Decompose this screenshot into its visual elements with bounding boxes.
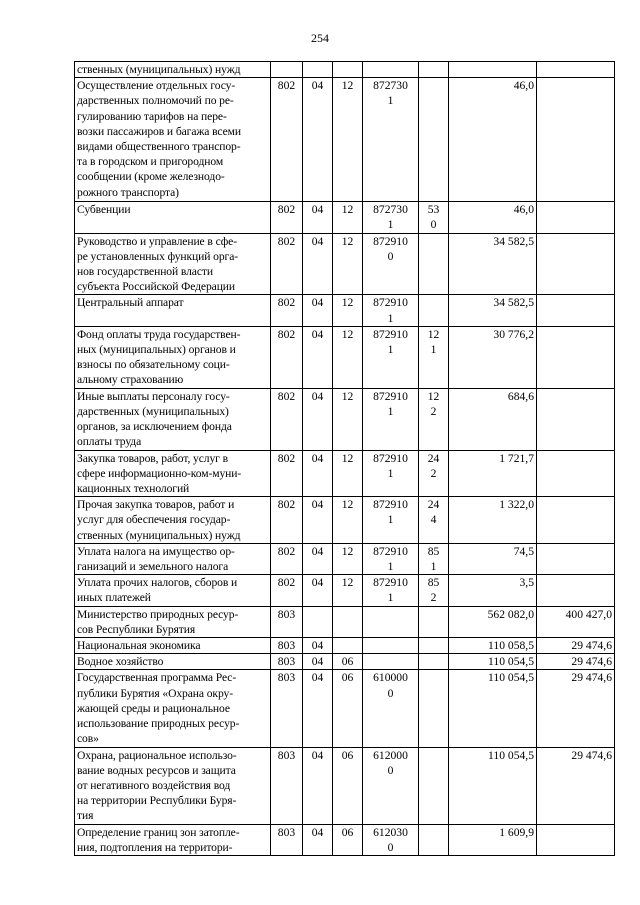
subsection-code-cell: 12 bbox=[333, 78, 363, 202]
target-article-code-cell: 872910 1 bbox=[363, 450, 419, 497]
subsection-code-cell bbox=[333, 62, 363, 78]
row-name-cell: ственных (муниципальных) нужд bbox=[75, 62, 271, 78]
ministry-code-cell: 802 bbox=[271, 295, 303, 326]
row-name-cell: Уплата прочих налогов, сборов и иных платежей bbox=[75, 575, 271, 606]
target-article-code-cell: 872910 1 bbox=[363, 575, 419, 606]
amount-cell: 110 054,5 bbox=[449, 747, 537, 824]
expense-type-code-cell bbox=[419, 747, 449, 824]
table-body bbox=[75, 62, 615, 856]
section-code-cell: 04 bbox=[303, 202, 333, 233]
page-number: 254 bbox=[311, 31, 329, 45]
subsection-code-cell: 12 bbox=[333, 202, 363, 233]
subsection-code-cell: 12 bbox=[333, 575, 363, 606]
table-row bbox=[75, 295, 615, 326]
target-article-code-cell: 872730 1 bbox=[363, 202, 419, 233]
section-code-cell: 04 bbox=[303, 388, 333, 450]
subsection-code-cell: 06 bbox=[333, 747, 363, 824]
row-name-cell: Определение границ зон затопле- ния, подтопления на территори- bbox=[75, 824, 271, 855]
section-code-cell: 04 bbox=[303, 233, 333, 295]
section-code-cell: 04 bbox=[303, 747, 333, 824]
subsection-code-cell: 12 bbox=[333, 543, 363, 574]
section-code-cell bbox=[303, 606, 333, 637]
target-article-code-cell bbox=[363, 606, 419, 637]
row-name-cell: Национальная экономика bbox=[75, 638, 271, 654]
expense-type-code-cell: 85 2 bbox=[419, 575, 449, 606]
expense-type-code-cell: 12 2 bbox=[419, 388, 449, 450]
row-name-cell: Закупка товаров, работ, услуг в сфере информационно-ком-муни- кационных технологий bbox=[75, 450, 271, 497]
table-row bbox=[75, 326, 615, 388]
row-name-cell: Министерство природных ресур- сов Республики Бурятия bbox=[75, 606, 271, 637]
expense-type-code-cell: 12 1 bbox=[419, 326, 449, 388]
subsection-code-cell: 12 bbox=[333, 497, 363, 544]
target-article-code-cell: 872910 1 bbox=[363, 497, 419, 544]
section-code-cell bbox=[303, 62, 333, 78]
section-code-cell: 04 bbox=[303, 824, 333, 855]
table-row bbox=[75, 78, 615, 202]
target-article-code-cell: 612030 0 bbox=[363, 824, 419, 855]
target-article-code-cell: 872910 1 bbox=[363, 326, 419, 388]
target-article-code-cell: 872910 1 bbox=[363, 388, 419, 450]
table-row bbox=[75, 575, 615, 606]
subvention-amount-cell bbox=[537, 543, 615, 574]
amount-cell: 1 721,7 bbox=[449, 450, 537, 497]
expense-type-code-cell bbox=[419, 638, 449, 654]
target-article-code-cell: 872910 0 bbox=[363, 233, 419, 295]
expense-type-code-cell: 53 0 bbox=[419, 202, 449, 233]
subvention-amount-cell: 29 474,6 bbox=[537, 654, 615, 670]
subvention-amount-cell: 29 474,6 bbox=[537, 638, 615, 654]
subvention-amount-cell: 29 474,6 bbox=[537, 670, 615, 747]
row-name-cell: Уплата налога на имущество ор- ганизаций и земельного налога bbox=[75, 543, 271, 574]
expense-type-code-cell: 24 4 bbox=[419, 497, 449, 544]
subsection-code-cell: 12 bbox=[333, 450, 363, 497]
amount-cell: 562 082,0 bbox=[449, 606, 537, 637]
amount-cell: 34 582,5 bbox=[449, 233, 537, 295]
target-article-code-cell bbox=[363, 654, 419, 670]
subvention-amount-cell bbox=[537, 326, 615, 388]
amount-cell: 1 609,9 bbox=[449, 824, 537, 855]
expense-type-code-cell bbox=[419, 654, 449, 670]
target-article-code-cell: 610000 0 bbox=[363, 670, 419, 747]
table-row bbox=[75, 233, 615, 295]
expense-type-code-cell: 24 2 bbox=[419, 450, 449, 497]
target-article-code-cell: 872910 1 bbox=[363, 295, 419, 326]
subvention-amount-cell bbox=[537, 78, 615, 202]
amount-cell: 1 322,0 bbox=[449, 497, 537, 544]
ministry-code-cell: 803 bbox=[271, 654, 303, 670]
amount-cell: 46,0 bbox=[449, 78, 537, 202]
section-code-cell: 04 bbox=[303, 638, 333, 654]
amount-cell: 110 054,5 bbox=[449, 670, 537, 747]
row-name-cell: Субвенции bbox=[75, 202, 271, 233]
subvention-amount-cell bbox=[537, 575, 615, 606]
table-row bbox=[75, 202, 615, 233]
ministry-code-cell: 802 bbox=[271, 497, 303, 544]
row-name-cell: Охрана, рациональное использо- вание водных ресурсов и защита от негативного воздействия вод на территории Республики Буря- тия bbox=[75, 747, 271, 824]
table-row bbox=[75, 747, 615, 824]
expense-type-code-cell bbox=[419, 78, 449, 202]
subvention-amount-cell bbox=[537, 450, 615, 497]
section-code-cell: 04 bbox=[303, 326, 333, 388]
subvention-amount-cell bbox=[537, 62, 615, 78]
ministry-code-cell: 803 bbox=[271, 670, 303, 747]
subsection-code-cell bbox=[333, 638, 363, 654]
subvention-amount-cell bbox=[537, 824, 615, 855]
section-code-cell: 04 bbox=[303, 497, 333, 544]
section-code-cell: 04 bbox=[303, 543, 333, 574]
row-name-cell: Руководство и управление в сфе- ре установленных функций орга- нов государственной власти субъекта Российской Федерации bbox=[75, 233, 271, 295]
table-row bbox=[75, 638, 615, 654]
row-name-cell: Осуществление отдельных госу- дарственных полномочий по ре- гулированию тарифов на пере- возки пассажиров и багажа всеми видами общественного транспор- та в городском и пригородном сообщении (кроме железнодо- рожного транспорта) bbox=[75, 78, 271, 202]
subsection-code-cell: 06 bbox=[333, 670, 363, 747]
expense-type-code-cell bbox=[419, 295, 449, 326]
ministry-code-cell: 802 bbox=[271, 326, 303, 388]
subvention-amount-cell bbox=[537, 233, 615, 295]
subvention-amount-cell bbox=[537, 388, 615, 450]
ministry-code-cell: 802 bbox=[271, 450, 303, 497]
target-article-code-cell bbox=[363, 638, 419, 654]
expense-type-code-cell bbox=[419, 62, 449, 78]
expense-type-code-cell bbox=[419, 824, 449, 855]
amount-cell: 110 058,5 bbox=[449, 638, 537, 654]
expense-type-code-cell bbox=[419, 233, 449, 295]
expense-type-code-cell bbox=[419, 606, 449, 637]
ministry-code-cell: 803 bbox=[271, 638, 303, 654]
target-article-code-cell: 612000 0 bbox=[363, 747, 419, 824]
amount-cell: 110 054,5 bbox=[449, 654, 537, 670]
table-row bbox=[75, 670, 615, 747]
subsection-code-cell: 12 bbox=[333, 388, 363, 450]
row-name-cell: Фонд оплаты труда государствен- ных (муниципальных) органов и взносы по обязательному соци- альному страхованию bbox=[75, 326, 271, 388]
target-article-code-cell bbox=[363, 62, 419, 78]
subvention-amount-cell: 29 474,6 bbox=[537, 747, 615, 824]
subsection-code-cell bbox=[333, 606, 363, 637]
amount-cell: 684,6 bbox=[449, 388, 537, 450]
subsection-code-cell: 12 bbox=[333, 233, 363, 295]
budget-table bbox=[74, 61, 615, 856]
ministry-code-cell: 802 bbox=[271, 78, 303, 202]
table-row bbox=[75, 497, 615, 544]
subsection-code-cell: 06 bbox=[333, 654, 363, 670]
section-code-cell: 04 bbox=[303, 295, 333, 326]
subsection-code-cell: 06 bbox=[333, 824, 363, 855]
row-name-cell: Центральный аппарат bbox=[75, 295, 271, 326]
amount-cell: 46,0 bbox=[449, 202, 537, 233]
table-row bbox=[75, 62, 615, 78]
ministry-code-cell: 803 bbox=[271, 747, 303, 824]
table-row bbox=[75, 606, 615, 637]
ministry-code-cell: 803 bbox=[271, 606, 303, 637]
amount-cell bbox=[449, 62, 537, 78]
table-row bbox=[75, 543, 615, 574]
row-name-cell: Водное хозяйство bbox=[75, 654, 271, 670]
amount-cell: 74,5 bbox=[449, 543, 537, 574]
row-name-cell: Прочая закупка товаров, работ и услуг для обеспечения государ- ственных (муниципальных) нужд bbox=[75, 497, 271, 544]
ministry-code-cell: 802 bbox=[271, 202, 303, 233]
subvention-amount-cell bbox=[537, 497, 615, 544]
target-article-code-cell: 872730 1 bbox=[363, 78, 419, 202]
row-name-cell: Государственная программа Рес- публики Бурятия «Охрана окру- жающей среды и рациональное использование природных ресур- сов» bbox=[75, 670, 271, 747]
subsection-code-cell: 12 bbox=[333, 295, 363, 326]
subvention-amount-cell bbox=[537, 202, 615, 233]
ministry-code-cell bbox=[271, 62, 303, 78]
table-row bbox=[75, 450, 615, 497]
section-code-cell: 04 bbox=[303, 78, 333, 202]
section-code-cell: 04 bbox=[303, 450, 333, 497]
ministry-code-cell: 802 bbox=[271, 233, 303, 295]
ministry-code-cell: 803 bbox=[271, 824, 303, 855]
subvention-amount-cell bbox=[537, 295, 615, 326]
section-code-cell: 04 bbox=[303, 654, 333, 670]
expense-type-code-cell: 85 1 bbox=[419, 543, 449, 574]
amount-cell: 30 776,2 bbox=[449, 326, 537, 388]
table-row bbox=[75, 654, 615, 670]
table-row bbox=[75, 824, 615, 855]
ministry-code-cell: 802 bbox=[271, 575, 303, 606]
target-article-code-cell: 872910 1 bbox=[363, 543, 419, 574]
expense-type-code-cell bbox=[419, 670, 449, 747]
amount-cell: 34 582,5 bbox=[449, 295, 537, 326]
amount-cell: 3,5 bbox=[449, 575, 537, 606]
subsection-code-cell: 12 bbox=[333, 326, 363, 388]
table-row bbox=[75, 388, 615, 450]
ministry-code-cell: 802 bbox=[271, 388, 303, 450]
section-code-cell: 04 bbox=[303, 670, 333, 747]
row-name-cell: Иные выплаты персоналу госу- дарственных (муниципальных) органов, за исключением фонда оплаты труда bbox=[75, 388, 271, 450]
section-code-cell: 04 bbox=[303, 575, 333, 606]
subvention-amount-cell: 400 427,0 bbox=[537, 606, 615, 637]
ministry-code-cell: 802 bbox=[271, 543, 303, 574]
